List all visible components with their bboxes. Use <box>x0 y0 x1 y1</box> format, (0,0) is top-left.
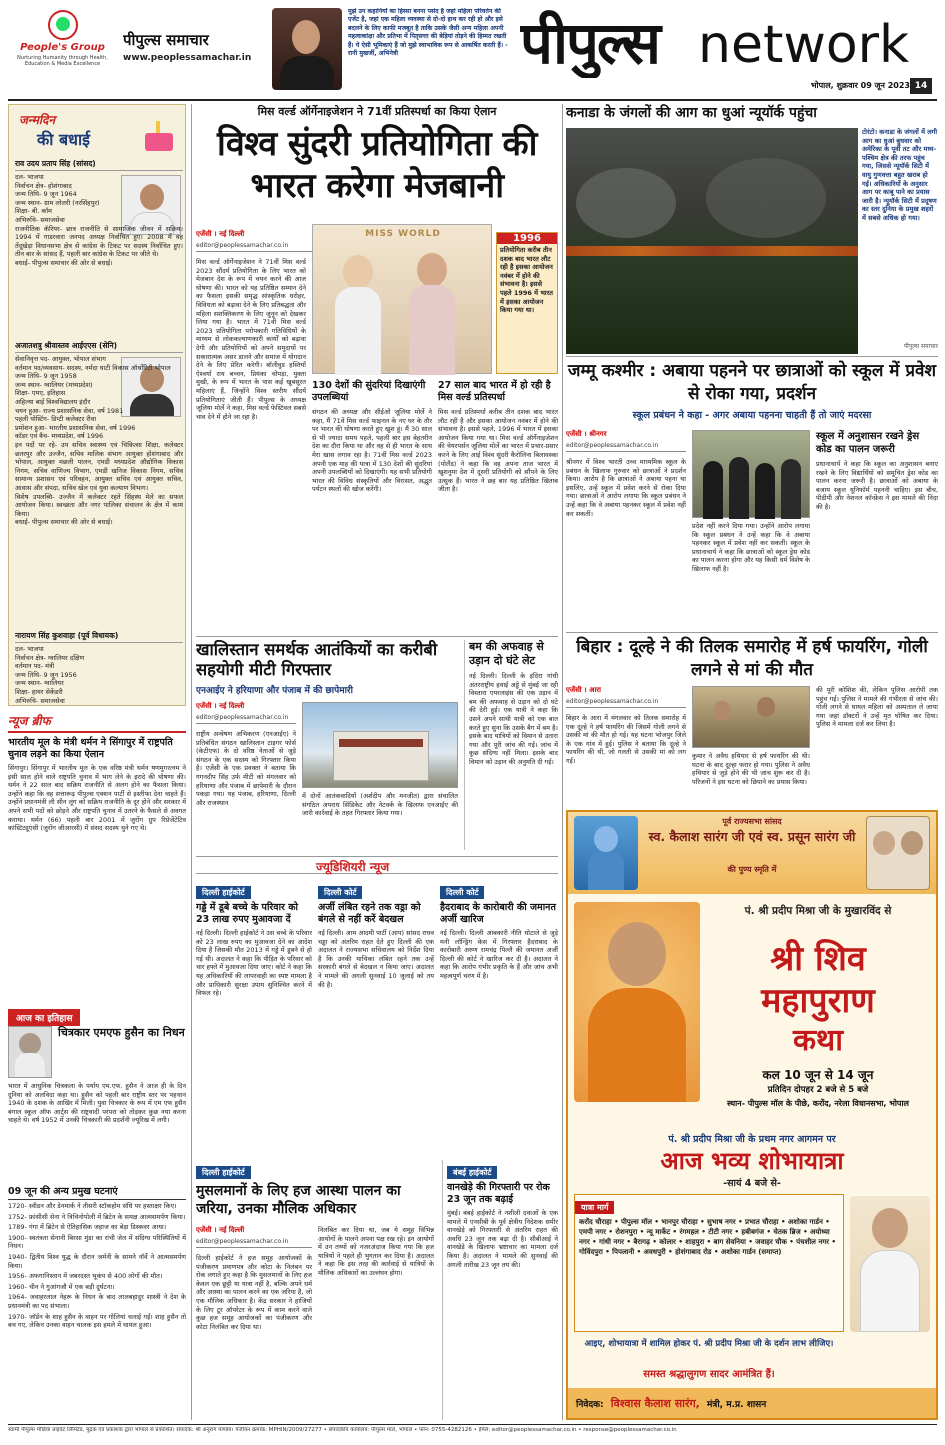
judiciary-section <box>196 856 558 1156</box>
ad-requester-row <box>568 1388 936 1418</box>
wankhede-headline: वानखेड़े की गिरफ्तारी पर रोक 23 जून तक बढ़ाई <box>447 1182 550 1205</box>
bihar-body-left: बिहार के आरा में मंगलवार को तिलक समारोह में एक दूल्हे ने हर्ष फायरिंग की जिसमें गोली लगने से उसकी मां की मौत हो गई। यह घटना भोजपुर जिले के एक गांव में हुई। पुलिस ने बताया कि दूल्हे ने फायरिंग की थी, जो गलती से उसकी मां को लग गई। <box>566 714 686 765</box>
masthead <box>0 0 945 100</box>
haj-email: editor@peoplessamachar.co.in <box>196 1238 312 1248</box>
ad-title-line3: कथा <box>793 1023 843 1058</box>
masthead-rule <box>8 99 937 101</box>
khalistan-body-left: राष्ट्रीय अन्वेषण अभिकरण (एनआईए) ने प्रतिबंधित संगठन खालिस्तान टाइगर फोर्स (केटीएफ) के दो वरिष्ठ नेताओं से जुड़े संगठन के एक सदस्य को गिरफ्तार किया है। एजेंसी के एक प्रवक्ता ने बताया कि गगनदीप सिंह उर्फ मीटी को मंगलवार को हरियाणा और पंजाब में छापेमारी के दौरान पकड़ा गया। यह पंजाब, हरियाणा, दिल्ली और राजस्थान <box>196 730 296 807</box>
kashmir-byline: एजेंसी । श्रीनगर <box>566 430 607 438</box>
ad-speaker-photo <box>574 902 700 1102</box>
history-event: 1720- स्वीडन और डेनमार्क ने तीसरी स्टॉकहोम संधि पर हस्ताक्षर किए। <box>8 1202 177 1210</box>
haj-story <box>196 1160 436 1420</box>
judiciary-story2-headline: अर्जी लंबित रहने तक वड्रा को बंगले से नहीं करें बेदखल <box>318 902 421 925</box>
ad-route-box <box>574 1194 844 1332</box>
ad-arrival: पं. श्री प्रदीप मिश्रा जी के प्रथम नगर आगमन पर <box>668 1134 836 1145</box>
bihar-photo <box>692 686 810 748</box>
ad-dates: कल 10 जून से 14 जून <box>762 1068 874 1082</box>
miss-world-fact-box <box>496 232 558 374</box>
haj-body-left: दिल्ली हाईकोर्ट ने हज समूह आयोजकों के पंजीकरण प्रमाणपत्र और कोटा के निलंबन पर रोक लगाते हुए कहा है कि मुसलमानों के लिए हज केवल एक छुट्टी या यात्रा नहीं है, बल्कि अपने धर्म और आस्था का पालन करने का एक जरिया है, जो एक मौलिक अधिकार है। केंद्र सरकार ने हाजियों के लिए टूर ऑपरेटर के रूप में काम करने वाले कुछ हज समूह आयोजकों का पंजीकरण और कोटा निलंबित कर दिया था। <box>196 1254 312 1331</box>
column-divider-right <box>562 104 563 1420</box>
footer-rule <box>8 1424 937 1425</box>
history-event: 1970- जॉर्डन के शाह हुसैन के वाहन पर गोलियां चलाई गईं। शाह हुसैन तो बच गए, लेकिन उनका वाहन चालक इस हमले में घायल हुआ। <box>8 1312 186 1330</box>
judiciary-story2-body: नई दिल्ली। आम आदमी पार्टी (आप) सांसद राघव चड्ढा को अंतरिम राहत देते हुए दिल्ली की एक अदालत ने राज्यसभा सचिवालय को निर्देश दिया है कि उनकी याचिका लंबित रहने तक उन्हें सरकारी बंगले से बेदखल न किया जाए। अदालत ने मामले की अगली सुनवाई 10 जुलाई को तय की है। <box>318 929 434 989</box>
birthday-section <box>8 104 186 706</box>
khalistan-body-right: में दोनों आतंकवादियों (अर्शदीप और मनजीत) द्वारा संचालित संगठित अपराध सिंडिकेट और नेटवर्क के खिलाफ एनआईए की जारी कार्रवाई के तहत गिरफ्तार किया गया। <box>302 792 458 818</box>
birthday-person2-text: सेवानिवृत्त पद- आयुक्त, भोपाल संभाग वर्तमान पद/व्यवसाय- सदस्य, नर्मदा घाटी विकास ऑर्थोरिटी भोपाल जन्म तिथि- 9 जून 1958 जन्म स्थान- ग्वालियर (मध्यप्रदेश) शिक्षा- एमए, इतिहास अहिल्या बाई विश्वविद्यालय इंदौर चयन हुआ- राज्य प्रशासनिक सेवा, वर्ष 1981 पहली पोस्टिंग- डिप्टी कलेक्टर रीवा प्रमोशन हुआ- भारतीय प्रशासनिक सेवा, वर्ष 1996 कॉडर एवं बैच- मध्यप्रदेश, वर्ष 1996 इन पदों पर रहे- उप सचिव स्वास्थ्य एवं चिकित्सा शिक्षा, कलेक्टर छतरपुर और उज्जैन, सचिव मालिक संभाग आयुक्त होशंगाबाद और भोपाल, आयुक्त मछली पालन, एमडी मध्यप्रदेश औद्योगिक विकास निगम, सचिव वाणिज्य विभाग, एमडी खनिज विकास निगम, सचिव सामान्य प्रशासन एवं परिवहन, आयुक्त सचिव एवं आयुक्त सचिव, आवास और संपदा, सचिव खेल एवं युवा कल्याण विभाग। विशेष उपलब्धि- उज्जैन में कलेक्टर रहते सिंहस्थ मेले का सफल आयोजन किया। स्वच्छता और नगर पालिका संचालन के क्षेत्र में काम किया। बधाई- पीपुल्स समाचार की ओर से बधाई। <box>15 355 183 527</box>
miss-world-sub2-body: मिस वर्ल्ड प्रतिस्पर्धा करीब तीन दशक बाद भारत लौट रही है और इसका आयोजन नवंबर में होने की संभावना है। इससे पहले, 1996 में भारत में इसका आयोजन किया गया था। मिस वर्ल्ड ऑर्गेनाइजेशन की चेयरपर्सन जूलिया मोर्ले का भारत में प्रचार-प्रसार करने के लिए आई विश्व सुंदरी कैरोलिना बिलावस्का (पोलैंड) ने कहा कि वह अपना ताज भारत में खुशनुमा देश में दूसरी प्रतियोगी को सौंपने के लिए उत्सुक हैं। भारत ने छह बार यह प्रतिष्ठित खिताब जीता है। <box>438 408 558 494</box>
history-event: 1900- स्वतंत्रता सेनानी बिरसा मुंडा का रांची जेल में संदिग्ध परिस्थितियों में निधन। <box>8 1233 186 1251</box>
history-photo <box>8 1026 52 1078</box>
bihar-headline: बिहार : दूल्हे ने की तिलक समारोह में हर्ष फायरिंग, गोली लगने से मां की मौत <box>576 637 928 680</box>
birthday-person3-text: दल- भाजपा निर्वाचन क्षेत्र- ग्वालियर दक्षिण वर्तमान पद- मंत्री जन्म तिथि- 9 जून 1956 जन्म स्थान- ग्वालियर शिक्षा- हायर सेकेंडरी अभिरुचि- समाजसेवा <box>15 645 85 705</box>
history-event: 1940- द्वितीय विश्व युद्ध के दौरान जर्मनी के सामने नॉर्वे ने आत्मसमर्पण किया। <box>8 1252 186 1270</box>
canada-story <box>566 104 938 354</box>
ad-tribute-portrait <box>866 816 930 890</box>
miss-world-photo <box>312 224 492 374</box>
miss-world-fact-text: प्रतियोगिता करीब तीन दशक बाद भारत लौट रही है इसका आयोजन नवंबर में होने की संभावना है। इससे पहले 1996 में भारत में इसका आयोजन किया गया था। <box>500 246 553 315</box>
history-event: 1752- फ्रांसीसी सेना ने त्रिचिनोपोली में ब्रिटेन के समक्ष आत्मसमर्पण किया। <box>8 1212 186 1221</box>
kashmir-body-left: श्रीनगर में विश्व भारती उच्च माध्यमिक स्कूल के प्रबंधन के खिलाफ गुरुवार को छात्राओं ने प्रदर्शन किया। आरोप है कि छात्राओं ने अबाया पहना था इसलिए, उन्हें स्कूल में प्रवेश करने से रोका दिया गया। छात्राओं ने आरोप लगाया कि स्कूल प्रबंधन ने उन्हें कहा कि वे अबाया पहनकर स्कूल में प्रवेश नहीं कर सकतीं। <box>566 458 686 518</box>
ad-venue: स्थान- पीपुल्स मॉल के पीछे, करोंद, नरेला विधानसभा, भोपाल <box>727 1099 909 1108</box>
ad-deity-image <box>574 816 638 890</box>
bihar-email: editor@peoplessamachar.co.in <box>566 698 686 708</box>
brand-english: network <box>698 15 910 75</box>
ad-requester-label: निवेदक: <box>576 1400 604 1410</box>
judiciary-story1-court: दिल्ली हाईकोर्ट <box>196 886 251 899</box>
bihar-story <box>566 636 938 804</box>
ad-host-photo <box>850 1196 930 1332</box>
judiciary-story1-body: नई दिल्ली। दिल्ली हाईकोर्ट ने उस बच्चे के परिवार को 23 लाख रुपए का मुआवजा देने का आदेश दिया है जिसकी मौत 2013 में गड्डे में डूबने से हो गई थी। अदालत ने कहा कि पीड़ित के परिवार को चार हफ्ते में मुआवजा दिया जाए। कोर्ट ने कहा कि यह अधिकारियों की लापरवाही का स्पष्ट मामला है और प्राधिकारी सुरक्षा उपाय सुनिश्चित करने में विफल रहे। <box>196 929 312 998</box>
ad-procession-time: -सायं 4 बजे से- <box>723 1178 781 1189</box>
ad-tribute-sub: की पुण्य स्मृति में <box>727 865 777 874</box>
ad-tribute-title: पूर्व राज्यसभा सांसद <box>722 817 782 826</box>
birthday-person1-text: दल- भाजपा निर्वाचन क्षेत्र- होशंगाबाद जन्म तिथि- 9 जून 1964 जन्म स्थान- ग्राम लोलरी (नरसिंहपुर) शिक्षा- बी. कॉम अभिरुचि- समाजसेवा राजनीतिक कॅरियर- छात्र राजनीति से सामाजिक जीवन में सक्रिय। 1994 में गाडरवारा जनपद अध्यक्ष निर्वाचित हुए। 2008 में वह तेंदूखेड़ा विधानसभा क्षेत्र से कांग्रेस के टिकट पर सदस्य निर्वाचित हुए। तीन बार के सांसद हैं, पहली बार कांग्रेस के टिकट पर जीते थे। बधाई- पीपुल्स समाचार की ओर से बधाई। <box>15 173 183 267</box>
ad-requester: विश्वास कैलाश सारंग, <box>610 1397 700 1410</box>
bihar-body-mid: कुमार ने अवैध हथियार से हर्ष फायरिंग की थी। घटना के बाद दूल्हा फरार हो गया। पुलिस ने अवैध हथियार से जुड़े होने की भी जांच शुरू कर दी है। परिजनों ने इस घटना को छिपाने का प्रयास किया। <box>692 752 810 786</box>
news-brief-body: सिंगापुर। सिंगापुर में भारतीय मूल के एक वरिष्ठ मंत्री थर्मन षणमुगरत्नम ने इसी साल होने वाले राष्ट्रपति चुनाव में भाग लेने के इरादे की घोषणा की। थर्मन ने 22 साल बाद सक्रिय राजनीति से अलग होने का फैसला किया। उन्होंने कहा कि वह सत्तारूढ़ पीपुल्स एक्शन पार्टी से इस्तीफा देना चाहते हैं। उन्होंने प्रधानमंत्री ली सीन लूंग को सक्रिय राजनीति के दूर होने और सरकार में अपने सभी पदों को छोड़ने और राष्ट्रपति चुनाव में उतरने के फैसले से अवगत कराया। थर्मन (66) पहली बार 2001 में जुरोंग ग्रुप रिप्रेजेंटेटिव कांस्टिट्यूएंसी (जुरोंग जीआरसी) में संसद सदस्य चुने गए थे। <box>8 764 186 833</box>
canada-side-text: टोरंटो। कनाडा के जंगलों में लगी आग का धुआं बुधवार को अमेरिका के पूर्वी तट और मध्य-पश्चिम क्षेत्र की तरफ पहुंच गया, जिससे न्यूयॉर्क सिटी में वायु गुणवत्ता बहुत खराब हो गई। अधिकारियों के अनुसार आग पर काबू पाने का प्रयास जारी है। न्यूयॉर्क सिटी में प्रदूषण का स्तर दुनिया के प्रमुख शहरों में सबसे अधिक हो गया। <box>862 128 938 222</box>
khalistan-story <box>196 640 458 850</box>
news-brief-label: न्यूज ब्रीफ <box>8 712 186 733</box>
judiciary-label: ज्यूडिशियरी न्यूज <box>316 860 390 874</box>
katha-advertisement <box>566 810 938 1420</box>
group-logo-mark <box>48 10 78 40</box>
history-label: आज का इतिहास <box>8 1009 80 1026</box>
ad-route: करोंद चौराहा • पीपुल्स मॉल • भानपुर चौराहा • सुभाष नगर • प्रभात चौराहा • अशोका गार्डन • एमपी नगर • रोशनपुरा • न्यू मार्केट • रंगमहल • टीटी नगर • हबीबगंज • चेतक ब्रिज • अयोध्या नगर • गांधी नगर • बैरागढ़ • कोलार • शाहपुरा • बाग सेवनिया • जवाहर चौक • पंचशील नगर • गोविंदपुरा • पिपलानी • अवधपुरी • होशंगाबाद रोड • अशोका गार्डन (समाप्त) <box>579 1218 836 1256</box>
kashmir-side-headline: स्कूल में अनुशासन रखने ड्रेस कोड का पालन जरूरी <box>816 431 920 455</box>
history-section <box>8 1006 186 1420</box>
khalistan-byline: एजेंसी । नई दिल्ली <box>196 702 245 710</box>
paper-name: पीपुल्स समाचार <box>123 31 209 49</box>
history-events-list <box>8 1202 186 1420</box>
birthday-person1-name: राव उदय प्रताप सिंह (सांसद) <box>15 159 183 171</box>
khalistan-subheadline: एनआईए ने हरियाणा और पंजाब में की छापेमारी <box>196 686 353 696</box>
wankhede-body: मुंबई। बंबई हाईकोर्ट ने नशीली दवाओं के एक मामले में एनसीबी के पूर्व क्षेत्रीय निदेशक समीर वानखेड़े को गिरफ्तारी से अंतरिम राहत की अवधि 23 जून तक बढ़ा दी है। सीबीआई ने वानखेड़े के खिलाफ भ्रष्टाचार का मामला दर्ज किया है। अदालत ने मामले की सुनवाई की अगली तारीख 23 जून तय की। <box>447 1209 558 1269</box>
peoples-group-logo <box>10 8 115 94</box>
history-headline: चित्रकार एमएफ हुसैन का निधन <box>58 1026 185 1039</box>
bomb-body: नई दिल्ली। दिल्ली के इंदिरा गांधी अंतरराष्ट्रीय हवाई अड्डे से मुंबई जा रही विस्तारा एयरलाइंस की एक उड़ान में बम की अफवाह से उड़ान को दो घंटे की देरी हुई। एक यात्री ने कहा कि उसने अपने साथी यात्री को एक बात करते हुए सुना कि उसके बैग में बम है। इसके बाद यात्रियों को विमान से उतारा गया और पूरी जांच की गई। जांच में कुछ संदिग्ध नहीं मिला। इसके बाद विमान को उड़ान की अनुमति दी गई। <box>469 672 558 766</box>
miss-world-email: editor@peoplessamachar.co.in <box>196 242 346 252</box>
judiciary-story1 <box>196 880 312 1156</box>
kashmir-protest-photo <box>692 430 810 518</box>
miss-world-headline: विश्व सुंदरी प्रतियोगिता की भारत करेगा मेजबानी <box>217 124 537 206</box>
kashmir-email: editor@peoplessamachar.co.in <box>566 442 686 452</box>
history-event: 1789- गंगा में ब्रिटेन से ऐतिहासिक जहाज का बेड़ा डिस्कवर आया। <box>8 1223 167 1232</box>
birthday-person3-name: नारायण सिंह कुशवाहा (पूर्व विधायक) <box>15 631 183 643</box>
group-tagline: Nurturing Humanity through Health, Education & Media Excellence <box>17 55 108 67</box>
bihar-byline: एजेंसी । आरा <box>566 686 601 694</box>
wankhede-court: बंबई हाईकोर्ट <box>447 1166 497 1179</box>
miss-world-body: मिस वर्ल्ड ऑर्गेनाइजेशन ने 71वीं मिस वर्ल्ड 2023 सौंदर्य प्रतियोगिता के लिए भारत को मेजबान देश के रूप में चयन करने की आज घोषणा की। भारत को यह प्रतिष्ठित सम्मान देने का फैसला इसकी समृद्ध सांस्कृतिक धरोहर, विविधता को बढ़ावा देने के लिए प्रतिबद्धता और महिला सशक्तिकरण के लिए जुनून को देखकर लिया गया है। भारत में 71वीं मिस वर्ल्ड 2023 प्रतियोगिता परोपकारी गतिविधियों के माध्यम से लोककल्याणकारी कार्यों को बढ़ावा देगी और प्रतियोगियों को अपने समुदायों पर सकारात्मक असर डालने और समाज में योगदान देने के लिए प्रेरित करेगी। बॉलीवुड हस्तियों ऐश्वर्या राय बच्चन, प्रियंका चोपड़ा, युक्ता मुखी, के रूप में भारत के पास कई खूबसूरत महिलाएं हैं, जिन्होंने विश्व स्तरीय सौंदर्य प्रतियोगिताएं जीती हैं। पीपुल्स के अध्यक्ष जूलिया मोर्ले ने कहा, मिस वर्ल्ड फेस्टिवल सबसे चाव देने में होने जा रहा है। <box>196 258 306 421</box>
judiciary-story2-court: दिल्ली कोर्ट <box>318 886 362 899</box>
wankhede-story <box>442 1160 558 1420</box>
kashmir-headline: जम्मू कश्मीर : अबाया पहनने पर छात्राओं को स्कूल में प्रवेश से रोका गया, प्रदर्शन <box>567 361 937 404</box>
brand-hindi: पीपुल्स <box>520 9 659 77</box>
miss-world-byline: एजेंसी । नई दिल्ली <box>196 230 245 238</box>
website-link[interactable]: www.peoplessamachar.in <box>123 53 252 63</box>
birthday-heading-top: जन्मदिन <box>19 113 56 127</box>
history-body: भारत में आधुनिक चित्रकला के पर्याय एम.एफ. हुसैन ने आज ही के दिन दुनिया को अलविदा कहा था। हुसैन को पहली बार राष्ट्रीय स्तर पर पहचान 1940 के दशक के आखिर में मिली। युवा चित्रकार के रूप में एम एफ हुसैन बंगाल स्कूल ऑफ आर्ट्स की राष्ट्रवादी परंपरा को तोड़कर कुछ नया करना चाहते थे। वर्ष 1952 में उनकी चित्रकारी की प्रदर्शनी ज्यूरिख में लगी। <box>8 1082 186 1125</box>
judiciary-label-bar <box>196 856 558 874</box>
news-brief-section <box>8 712 186 994</box>
ad-title-line1: श्री शिव <box>770 939 866 979</box>
section-rule-miss-world <box>196 636 558 637</box>
quote-author-photo <box>272 8 342 90</box>
miss-world-photo-banner: MISS WORLD <box>365 229 441 239</box>
history-events-title: 09 जून की अन्य प्रमुख घटनाएं <box>8 1184 186 1200</box>
kashmir-side-body: प्रधानाचार्य ने कहा कि स्कूल का अनुशासन बनाए रखने के लिए विद्यार्थियों को समुचित ड्रेस कोड का पालन करना जरूरी है। छात्राओं को अबाया के बजाय स्कूल यूनिफॉर्म पहननी चाहिए। इस बीच, पीडीपी और नेशनल कॉन्फ्रेंस ने इस मामले की निंदा की है। <box>816 460 938 511</box>
history-event: 1964- जवाहरलाल नेहरू के निधन के बाद लालबहादुर शास्त्री ने देश के प्रधानमंत्री का पद संभाला। <box>8 1293 186 1310</box>
kashmir-subheadline: स्कूल प्रबंधन ने कहा - अगर अबाया पहनना चाहती हैं तो जाएं मदरसा <box>632 410 872 421</box>
column-divider-left <box>191 104 192 1420</box>
haj-court: दिल्ली हाईकोर्ट <box>196 1166 251 1179</box>
birthday-heading <box>19 111 129 155</box>
khalistan-headline: खालिस्तान समर्थक आतंकियों का करीबी सहयोगी मीटी गिरफ्तार <box>196 640 438 679</box>
miss-world-story <box>196 104 558 634</box>
group-name: People's Group <box>20 42 105 53</box>
miss-world-fact-year: 1996 <box>497 233 557 244</box>
haj-byline: एजेंसी । नई दिल्ली <box>196 1226 245 1234</box>
cake-icon <box>141 113 177 153</box>
ad-route-label: यात्रा मार्ग <box>575 1201 614 1214</box>
footer-imprint: स्वामी पीपुल्स मीडिया प्राइवेट लिमिटेड, मुद्रक एवं प्रकाशक द्वारा भोपाल से प्रकाशित। संपादक: श्री अनुराग पाण्डेय। पंजीयन क्रमांक: MPHIN/2009/27277 • संपादकीय कार्यालय: पीपुल्स मॉल, भोपाल • फोन: 0755-4282126 • ईमेल: editor@peoplessamachar.co.in • response@peoplessamachar.co.in <box>8 1427 677 1433</box>
miss-world-kicker: मिस वर्ल्ड ऑर्गेनाइजेशन ने 71वीं प्रतिस्पर्धा का किया ऐलान <box>257 105 497 118</box>
judiciary-story3 <box>440 880 558 1156</box>
canada-headline: कनाडा के जंगलों की आग का धुआं न्यूयॉर्क पहुंचा <box>566 105 817 121</box>
judiciary-story1-headline: गड्डे में डूबे बच्चे के परिवार को 23 लाख रुपए मुआवजा दें <box>196 902 298 925</box>
ad-requester-title: मंत्री, म.प्र. शासन <box>707 1400 767 1410</box>
judiciary-story2 <box>318 880 434 1156</box>
khalistan-photo <box>302 702 458 788</box>
haj-body-right: निलंबित कर दिया था, जब ये समूह विभिन्न आयोगों के पालने अपना पक्ष रख रहे। इन आयोगों में उन तथ्यों को नजरअंदाज किया गया कि हज यात्रियों ने पहले ही भुगतान कर दिया है। अदालत ने कहा कि इस तरह की कार्रवाई से यात्रियों के मौलिक अधिकारों का उल्लंघन होगा। <box>318 1226 434 1277</box>
history-event: 1960- चीन ने गुआंगजौ में एक बड़ी दुर्घटना। <box>8 1282 115 1291</box>
bomb-headline: बम की अफवाह से उड़ान दो घंटे लेट <box>469 640 544 667</box>
section-rule-kashmir <box>566 632 938 633</box>
miss-world-sub1-headline: 130 देशों की सुंदरियां दिखाएंगी उपलब्धियां <box>312 380 426 403</box>
bihar-body-right: की पूरी कोशिश की, लेकिन पुलिस आरोपी तक पहुंच गई। पुलिस ने मामले की गंभीरता से जांच की। गोली लगने से घायल महिला को अस्पताल ले जाया गया जहां डॉक्टरों ने उन्हें मृत घोषित कर दिया। पुलिस ने मामला दर्ज कर लिया है। <box>816 686 938 729</box>
paper-name-block <box>123 30 268 70</box>
judiciary-story3-court: दिल्ली कोर्ट <box>440 886 484 899</box>
ad-time: प्रतिदिन दोपहर 2 बजे से 5 बजे <box>767 1085 869 1095</box>
khalistan-email: editor@peoplessamachar.co.in <box>196 714 296 724</box>
ad-procession: आज भव्य शोभायात्रा <box>660 1147 844 1175</box>
judiciary-story3-headline: हैदराबाद के कारोबारी की जमानत अर्जी खारिज <box>440 902 556 925</box>
kashmir-body-mid: प्रदेश नहीं करने दिया गया। उन्होंने आरोप लगाया कि स्कूल प्रबंधन ने उन्हें कहा कि वे अबाया पहनकर स्कूल में प्रवेश नहीं कर सकतीं। स्कूल के प्रधानाचार्य ने कहा कि छात्राओं को स्कूल ड्रेस कोड का पालन करना होगा और यह किसी धर्म विशेष के खिलाफ नहीं है। <box>692 522 810 573</box>
birthday-heading-bottom: की बधाई <box>37 130 90 149</box>
page-number: 14 <box>910 78 932 94</box>
canada-fire-photo <box>566 128 858 354</box>
bomb-hoax-story <box>464 640 558 850</box>
miss-world-sub1-body: संगठन की अध्यक्ष और सीईओ जूलिया मोर्ले ने कहा, मैं 71वें मिस वर्ल्ड फाइनल के नए घर के तौर पर भारत की घोषणा करते हुए खुश हूं। मैं 30 साल से भी ज्यादा समय पहले, पहली बार इस बेहतरीन देश का दौरा किया था और वह से ही भारत के साथ मेरा खास लगाव रहा है। 71वीं मिस वर्ल्ड 2023 अपनी एक माह की यात्रा में 130 देशों की सुंदरियां अपनी उपलब्धियों को दिखाएंगी। यह सभी प्रतियोगी भारत की विविध संस्कृतियों और विरासत, अद्भुत पर्यटन स्थलों की खोज करेंगी। <box>312 408 432 494</box>
judiciary-story3-body: नई दिल्ली। दिल्ली आबकारी नीति घोटाले से जुड़े मनी लॉन्ड्रिंग केस में गिरफ्तार हैदराबाद के कारोबारी अरुण रामचंद्र पिल्लै की जमानत अर्जी दिल्ली की कोर्ट ने खारिज कर दी है। अदालत ने कहा कि आरोप गंभीर प्रकृति के हैं और जांच अभी महत्वपूर्ण चरण में है। <box>440 929 558 980</box>
celebrity-quote: मुझे उन कहानियों का हिस्सा बनना पसंद है जहां महिला परिवर्तन की एजेंट है, जहां एक महिला व्यवस्था से दो-दो हाथ कर रही हो और इसे बदलने के लिए काफी मजबूत है ताकि उसके जैसी अन्य महिला अपनी महत्वाकांक्षा और प्रतिभा में पितृसत्ता की बेड़ियां तोड़ने की हिम्मत रखती हैं। ये ऐसी भूमिकाएं हैं जो मुझे स्वाभाविक रूप से आकर्षित करती हैं। - रानी मुखर्जी, अभिनेत्री <box>348 8 508 58</box>
ad-title-line2: महापुराण <box>761 981 875 1021</box>
ad-tribute-banner <box>568 812 936 894</box>
ad-speaker: पं. श्री प्रदीप मिश्रा जी के मुखारविंद से <box>744 905 892 917</box>
ad-tribute-names: स्व. कैलाश सारंग जी एवं स्व. प्रसून सारंग जी <box>648 829 856 844</box>
kashmir-story <box>566 360 938 628</box>
section-rule-canada <box>566 356 938 357</box>
news-brief-headline: भारतीय मूल के मंत्री थर्मन ने सिंगापुर में राष्ट्रपति चुनाव लड़ने का किया ऐलान <box>8 737 173 760</box>
ad-invite: आइए, शोभायात्रा में शामिल होकर पं. श्री प्रदीप मिश्रा जी के दर्शन लाभ लीजिए। <box>584 1339 834 1349</box>
canada-photo-credit: पीपुल्स समाचार <box>903 343 938 350</box>
haj-headline: मुसलमानों के लिए हज आस्था पालन का जरिया, उनका मौलिक अधिकार <box>196 1183 401 1217</box>
ad-welcome: समस्त श्रद्धालुगण सादर आमंत्रित हैं। <box>643 1369 775 1380</box>
birthday-person2-name: अजातशत्रु श्रीवास्तव आईएएस (सेनि) <box>15 341 183 353</box>
history-event: 1956- अफगानिस्तान में जबरदस्त भूकंप से 400 लोगों की मौत। <box>8 1272 163 1281</box>
dateline: भोपाल, शुक्रवार 09 जून 2023 <box>810 81 910 90</box>
miss-world-sub2-headline: 27 साल बाद भारत में हो रही है मिस वर्ल्ड प्रतिस्पर्धा <box>438 380 551 403</box>
